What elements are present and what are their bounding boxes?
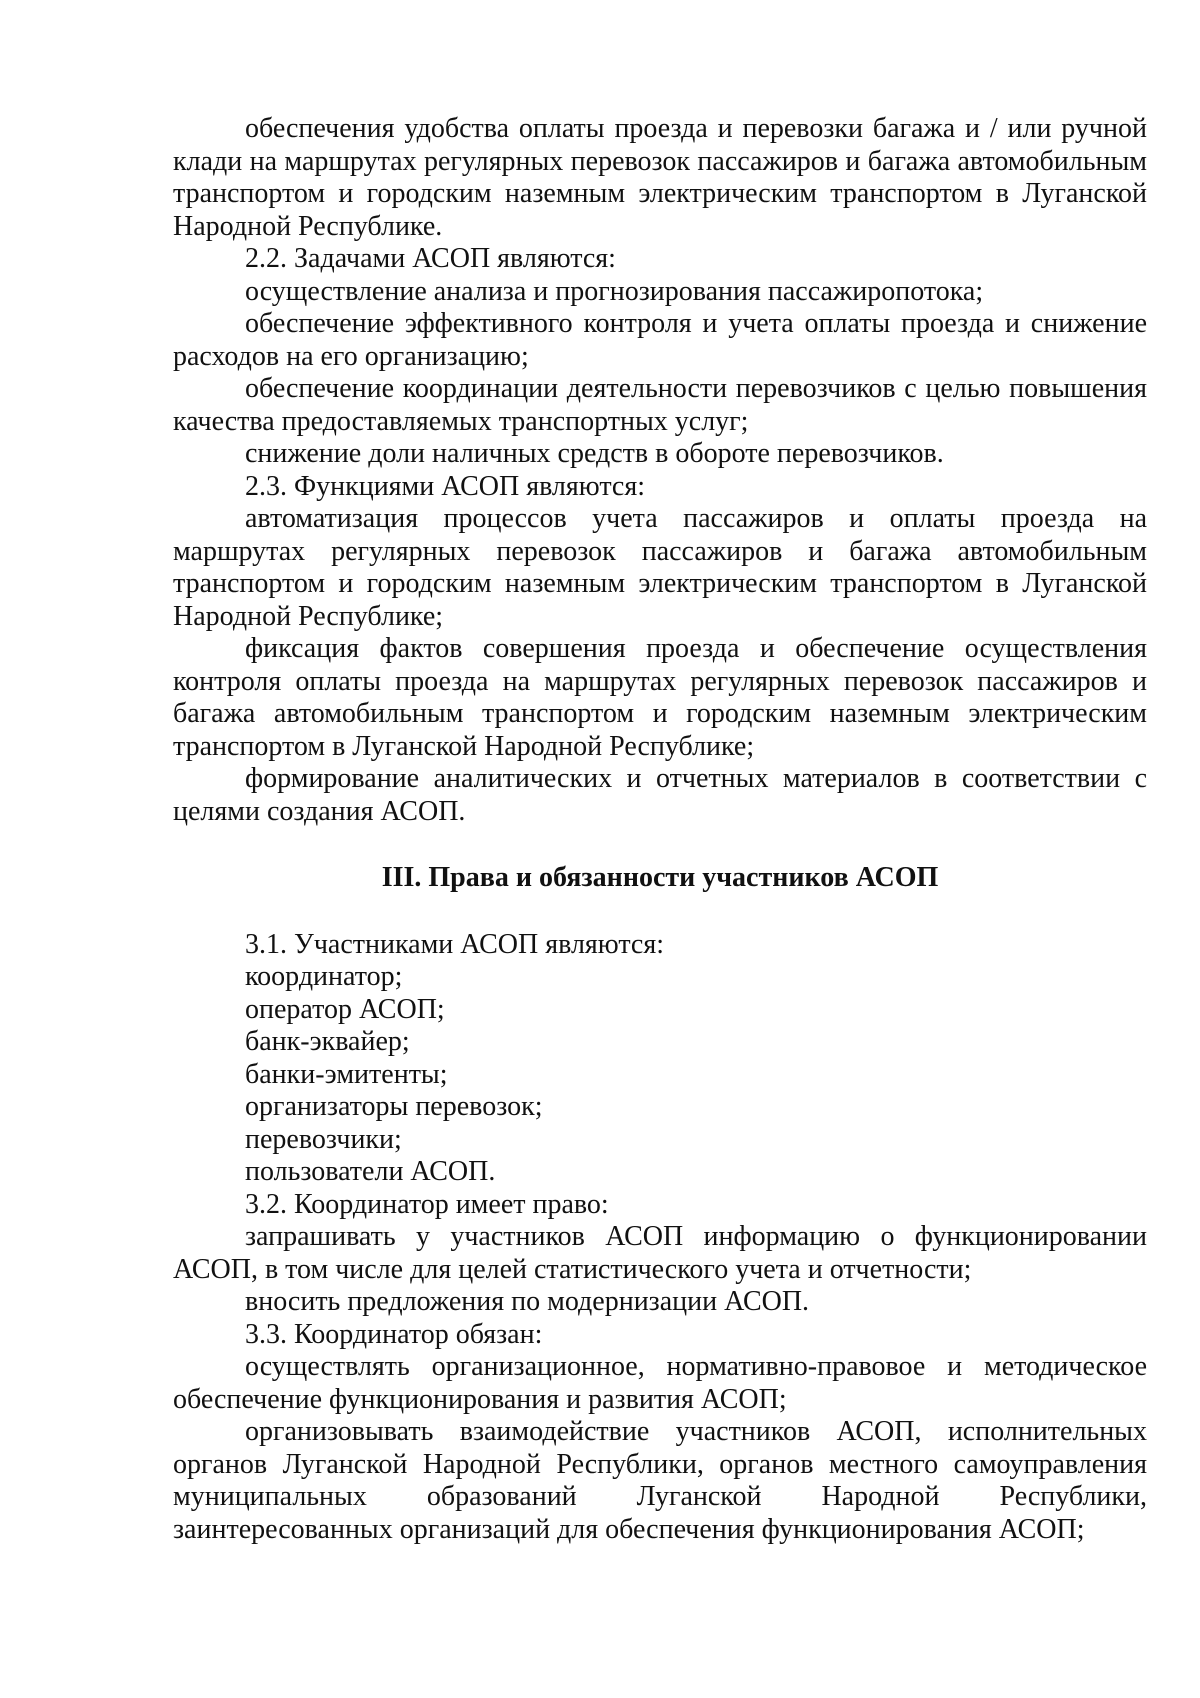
paragraph: 3.3. Координатор обязан: [245, 1318, 543, 1350]
paragraph: формирование аналитических и отчетных материалов в соответствии с целями создания АСОП. [173, 763, 1147, 827]
list-item: координатор; [245, 961, 403, 992]
paragraph: организовывать взаимодействие участников АСОП, исполнительных органов Луганской Народной Республики, органов местного самоуправления муниципальных образований Луганской Народной Республики, заинтересованных организаций для обеспечения функционирования АСОП; [173, 1416, 1147, 1545]
paragraph: 3.1. Участниками АСОП являются: [245, 928, 665, 960]
paragraph: осуществление анализа и прогнозирования пассажиропотока; [245, 275, 984, 307]
paragraph: фиксация фактов совершения проезда и обеспечение осуществления контроля оплаты проезда на маршрутах регулярных перевозок пассажиров и багажа автомобильным транспортом и городским наземным электрическим транспортом в Луганской Народной Республике; [173, 633, 1147, 762]
paragraph: запрашивать у участников АСОП информацию о функционировании АСОП, в том числе для целей статистического учета и отчетности; [173, 1221, 1147, 1285]
paragraph: 2.2. Задачами АСОП являются: [245, 243, 616, 274]
paragraph: 2.3. Функциями АСОП являются: [245, 470, 645, 502]
list-item: пользователи АСОП. [245, 1156, 496, 1187]
document-page [173, 113, 1147, 1546]
list-item: перевозчики; [245, 1123, 402, 1155]
paragraph: обеспечение эффективного контроля и учета оплаты проезда и снижение расходов на его организацию; [173, 308, 1147, 372]
list-item: оператор АСОП; [245, 993, 445, 1025]
list-item: банки-эмитенты; [245, 1058, 448, 1090]
paragraph: вносить предложения по модернизации АСОП. [245, 1286, 810, 1317]
paragraph: осуществлять организационное, нормативно-правовое и методическое обеспечение функционирования и развития АСОП; [173, 1351, 1147, 1415]
list-item: банк-эквайер; [245, 1026, 410, 1057]
paragraph: обеспечение координации деятельности перевозчиков с целью повышения качества предоставляемых транспортных услуг; [173, 373, 1147, 437]
paragraph: снижение доли наличных средств в обороте перевозчиков. [245, 438, 944, 469]
list-item: организаторы перевозок; [245, 1091, 543, 1122]
paragraph: 3.2. Координатор имеет право: [245, 1188, 609, 1220]
paragraph: автоматизация процессов учета пассажиров и оплаты проезда на маршрутах регулярных перевозок пассажиров и багажа автомобильным транспортом и городским наземным электрическим транспортом в Луганской Народной Республике; [173, 503, 1147, 632]
section-heading: III. Права и обязанности участников АСОП [381, 862, 939, 893]
paragraph: обеспечения удобства оплаты проезда и перевозки багажа и / или ручной клади на маршрутах регулярных перевозок пассажиров и багажа автомобильным транспортом и городским наземным электрическим транспортом в Луганской Народной Республике. [173, 113, 1147, 242]
